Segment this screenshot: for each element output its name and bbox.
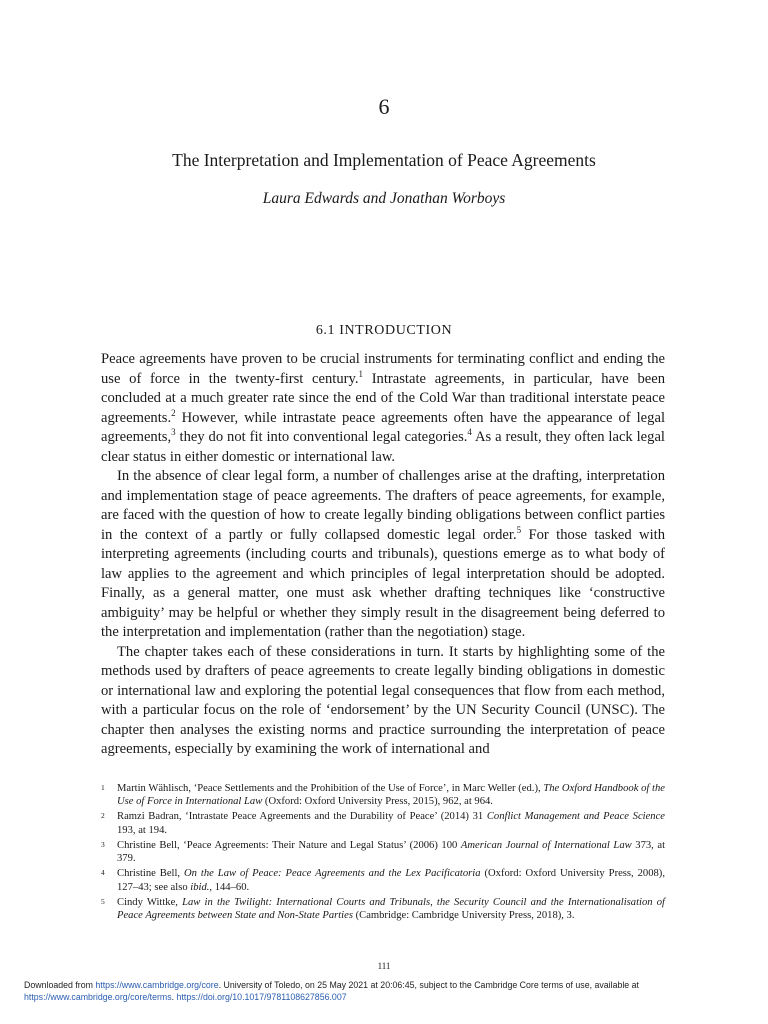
- footnote-4: [101, 867, 665, 894]
- footnote-mark: 3: [101, 839, 105, 849]
- chapter-authors: Laura Edwards and Jonathan Worboys: [262, 190, 506, 207]
- footnote-text: , 144–60.: [209, 881, 250, 893]
- paragraph-text: As a result, they often lack legal clear status in either domestic or international law.: [101, 429, 665, 465]
- paragraph-text: Peace agreements have proven to be crucial instruments for terminating conflict and ending the use of force in the twenty-first century.: [101, 351, 665, 387]
- paragraph-text: they do not fit into conventional legal categories.: [175, 429, 468, 445]
- footnote-reference-2[interactable]: 2: [171, 407, 176, 418]
- paragraph-text: For those tasked with interpreting agreements (including courts and tribunals), questions emerge as to what body of law applies to the agreement and which principles of legal interpretation should be adopted. Finally, as a general matter, one must ask whether drafting techniques like ‘constructive ambiguity’ may be helpful or whether they simply result in the disagreement being deferred to the interpretation and implementation (rather than the negotiation) stage.: [101, 526, 665, 640]
- paragraph-text: However, while intrastate peace agreements often have the appearance of legal agreements,: [101, 409, 665, 445]
- footnote-text: Ramzi Badran, ‘Intrastate Peace Agreements and the Durability of Peace’ (2014) 31: [117, 811, 487, 823]
- footnote-title: American Journal of International Law: [460, 839, 632, 851]
- footnote-2: [101, 810, 665, 837]
- footnote-text: Martin Wählisch, ‘Peace Settlements and the Prohibition of the Use of Force’, in Marc Weller (ed.),: [117, 783, 544, 794]
- footnote-text: (Oxford: Oxford University Press, 2015), 962, at 964.: [262, 796, 493, 808]
- page-number: 111: [377, 961, 391, 971]
- footnote-5: [101, 896, 665, 923]
- footnote-1: [101, 782, 665, 809]
- paragraph-text: The chapter takes each of these considerations in turn. It starts by highlighting some of the methods used by drafters of peace agreements to create legally binding obligations in domestic or international law and exploring the potential legal consequences that flow from each method, with a particular focus on the role of ‘endorsement’ by the UN Security Council (UNSC). The chapter then analyses the existing norms and practice surrounding the interpretation of peace agreements, especially by examining the work of international and: [101, 643, 665, 757]
- chapter-number: 6: [378, 94, 390, 119]
- footnote-reference-4[interactable]: 4: [467, 427, 472, 438]
- paragraph-text: In the absence of clear legal form, a number of challenges arise at the drafting, interpretation and implementation stage of peace agreements. The drafters of peace agreements, for example, are faced with the question of how to create legally binding obligations between conflict parties in the context of a partly or fully collapsed domestic legal order.: [101, 468, 665, 543]
- footnote-title: ibid.: [190, 881, 210, 893]
- footnote-mark: 4: [101, 868, 105, 878]
- footnote-mark: 5: [101, 896, 105, 906]
- footnote-text: Cindy Wittke,: [117, 896, 183, 908]
- cambridge-core-link[interactable]: https://www.cambridge.org/core: [95, 980, 219, 990]
- download-notice-text: . University of Toledo, on 25 May 2021 at 20:06:45, subject to the Cambridge Core terms of use, available at: [218, 980, 639, 990]
- body-text: [101, 350, 665, 760]
- footnote-title: On the Law of Peace: Peace Agreements and the Lex Pacificatoria: [184, 868, 481, 880]
- footnote-text: 373, at 379.: [117, 839, 666, 865]
- footnote-reference-5[interactable]: 5: [516, 524, 522, 535]
- footnote-text: Christine Bell, ‘Peace Agreements: Their Nature and Legal Status’ (2006) 100: [117, 839, 461, 851]
- footnote-mark: 1: [101, 783, 105, 792]
- paragraph-2: [101, 467, 665, 643]
- footnote-reference-1[interactable]: 1: [358, 368, 363, 379]
- paragraph-1: [101, 350, 665, 467]
- footnote-reference-3[interactable]: 3: [171, 427, 176, 438]
- footnote-title: Law in the Twilight: International Courts and Tribunals, the Security Council and the Internationalisation of Peace Agreements between State and Non-State Parties: [117, 896, 665, 922]
- footnote-3: [101, 839, 665, 866]
- footnote-text: (Cambridge: Cambridge University Press, 2018), 3.: [352, 910, 575, 922]
- footnote-title: Conflict Management and Peace Science: [486, 811, 666, 823]
- footnote-text: Christine Bell,: [117, 868, 185, 880]
- footnote-title: The Oxford Handbook of the Use of Force in International Law: [117, 783, 665, 808]
- footnote-text: (Oxford: Oxford University Press, 2008), 127–43; see also: [117, 868, 665, 893]
- paragraph-text: Intrastate agreements, in particular, have been concluded at a much greater rate since the end of the Cold War than traditional interstate peace agreements.: [101, 370, 665, 426]
- paragraph-3: [101, 643, 665, 760]
- footnote-mark: 2: [101, 811, 105, 821]
- download-notice-separator: .: [171, 992, 177, 1002]
- download-notice: [24, 979, 744, 1003]
- download-notice-text: Downloaded from: [24, 980, 96, 990]
- cambridge-terms-link[interactable]: https://www.cambridge.org/core/terms: [24, 992, 172, 1002]
- doi-link[interactable]: https://doi.org/10.1017/9781108627856.007: [176, 992, 347, 1002]
- chapter-title: The Interpretation and Implementation of Peace Agreements: [172, 150, 596, 170]
- footnotes: [101, 782, 665, 924]
- section-heading: 6.1 INTRODUCTION: [315, 323, 453, 338]
- footnote-text: 193, at 194.: [117, 824, 168, 836]
